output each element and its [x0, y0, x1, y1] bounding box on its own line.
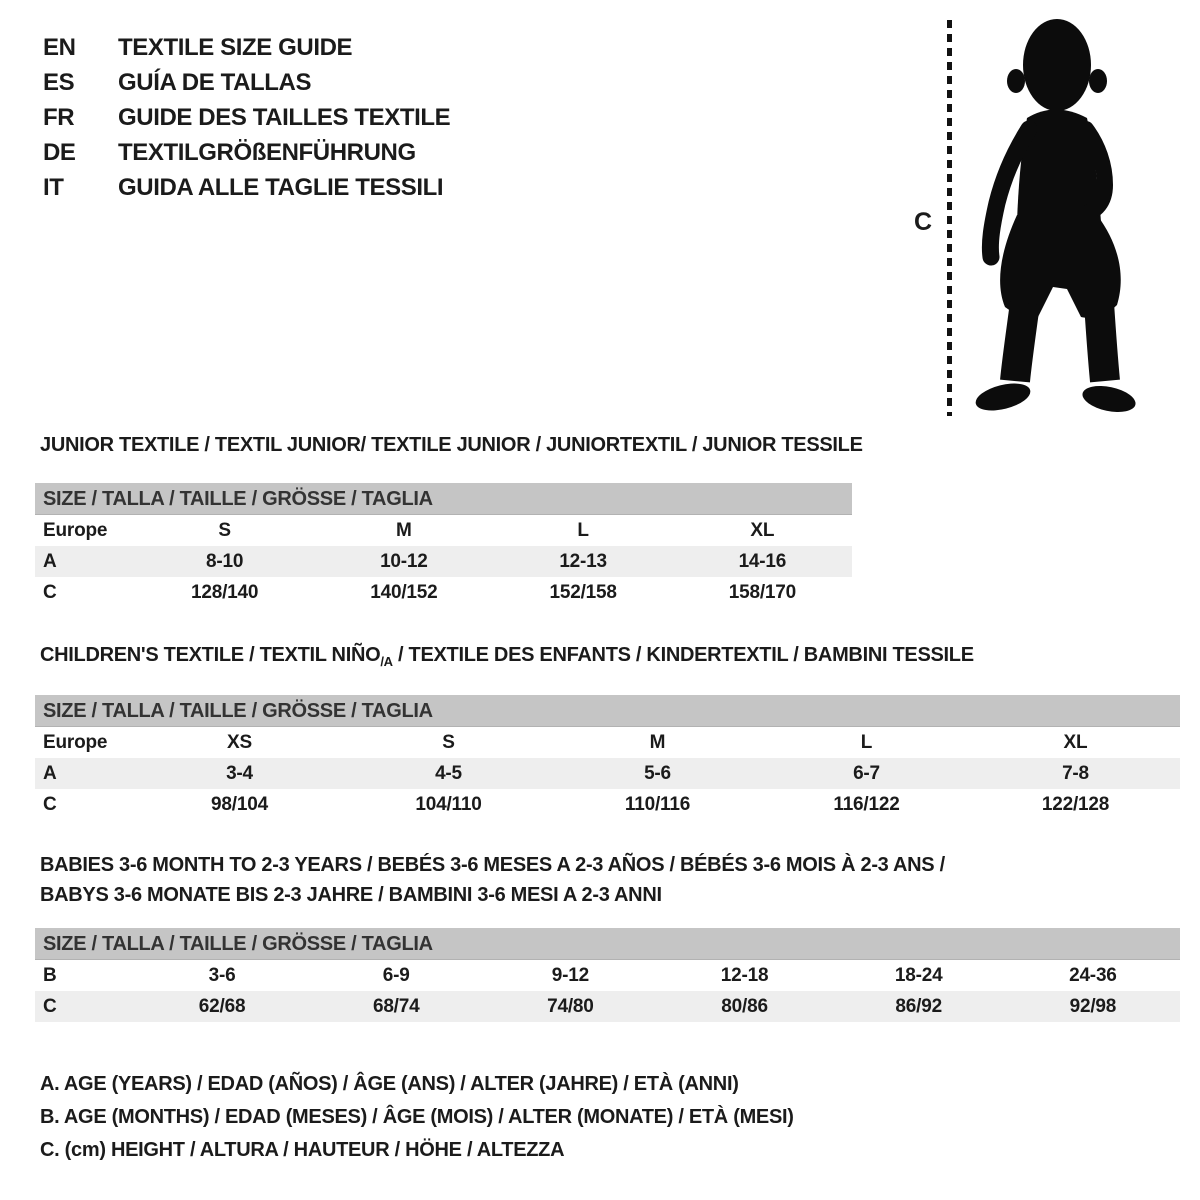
cell-value: 24-36: [1069, 964, 1117, 986]
section-title: [35, 640, 1180, 677]
cell-value: 8-10: [135, 546, 314, 577]
cell-value: 6-9: [382, 964, 410, 986]
table-row: [35, 515, 852, 546]
table-row: [35, 546, 852, 577]
cell-value: M: [649, 731, 666, 753]
section-children: [35, 640, 1180, 820]
section-babies: [35, 850, 1180, 1022]
language-row: [43, 30, 450, 65]
language-label: TEXTILE SIZE GUIDE: [118, 34, 353, 61]
language-row: [43, 135, 450, 170]
cell-value: 3-4: [135, 758, 344, 789]
cell-value: 80/86: [657, 991, 831, 1022]
toddler-silhouette-icon: [975, 15, 1150, 417]
legend-line: A. AGE (YEARS) / EDAD (AÑOS) / ÂGE (ANS) / ALTER (JAHRE) / ETÀ (ANNI): [40, 1073, 739, 1095]
section-title-text: / TEXTILE DES ENFANTS / KINDERTEXTIL / BAMBINI TESSILE: [392, 644, 974, 666]
row-label: A: [35, 546, 135, 577]
cell-value: XL: [1063, 731, 1088, 753]
size-header-bar: SIZE / TALLA / TAILLE / GRÖSSE / TAGLIA: [35, 695, 1180, 727]
section-title-text: BABIES 3-6 MONTH TO 2-3 YEARS / BEBÉS 3-6 MESES A 2-3 AÑOS / BÉBÉS 3-6 MOIS À 2-3 ANS /: [40, 854, 945, 876]
table-row: [35, 991, 1180, 1022]
cell-value: 116/122: [833, 793, 900, 815]
size-table: [35, 515, 852, 608]
cell-value: 12-18: [720, 964, 769, 986]
size-header-bar: SIZE / TALLA / TAILLE / GRÖSSE / TAGLIA: [35, 928, 1180, 960]
cell-value: 140/152: [370, 581, 438, 603]
size-table: [35, 727, 1180, 820]
height-measure-line: [947, 20, 952, 416]
row-label: C: [43, 581, 57, 603]
language-row: [43, 170, 450, 205]
cell-value: 5-6: [553, 758, 762, 789]
table-row: [35, 960, 1180, 991]
cell-value: L: [860, 731, 873, 753]
section-title-group: [35, 850, 1180, 910]
cell-value: 98/104: [211, 793, 268, 815]
legend: [40, 1068, 794, 1167]
cell-value: 9-12: [551, 964, 589, 986]
row-label: B: [43, 964, 57, 986]
size-table-body: [35, 515, 852, 608]
cell-value: 3-6: [208, 964, 236, 986]
language-code: EN: [43, 34, 76, 61]
cell-value: S: [218, 519, 231, 541]
cell-value: 128/140: [190, 581, 259, 603]
row-label: Europe: [43, 731, 108, 753]
measure-label-c: C: [914, 208, 933, 236]
legend-line: B. AGE (MONTHS) / EDAD (MESES) / ÂGE (MOIS) / ALTER (MONATE) / ETÀ (MESI): [40, 1106, 794, 1128]
size-header-bar: SIZE / TALLA / TAILLE / GRÖSSE / TAGLIA: [35, 483, 852, 515]
section-title: [35, 880, 1180, 910]
cell-value: 92/98: [1006, 991, 1180, 1022]
cell-value: 12-13: [494, 546, 673, 577]
cell-value: 4-5: [344, 758, 553, 789]
language-list: [43, 30, 450, 205]
language-code: IT: [43, 174, 64, 201]
language-code: DE: [43, 139, 76, 166]
cell-value: 68/74: [309, 991, 483, 1022]
cell-value: 86/92: [832, 991, 1006, 1022]
cell-value: 10-12: [314, 546, 493, 577]
section-title-text: JUNIOR TEXTILE / TEXTIL JUNIOR/ TEXTILE JUNIOR / JUNIORTEXTIL / JUNIOR TESSILE: [40, 434, 863, 456]
table-row: [35, 758, 1180, 789]
cell-value: XL: [750, 519, 775, 541]
cell-value: 14-16: [673, 546, 852, 577]
row-label: C: [43, 793, 57, 815]
cell-value: M: [396, 519, 412, 541]
cell-value: 74/80: [483, 991, 657, 1022]
section-title: [35, 430, 863, 460]
cell-value: L: [577, 519, 589, 541]
cell-value: 6-7: [762, 758, 971, 789]
row-label: Europe: [43, 519, 108, 541]
language-row: [43, 100, 450, 135]
section-title-text: /A: [380, 654, 393, 669]
language-code: FR: [43, 104, 75, 131]
language-label: GUÍA DE TALLAS: [118, 69, 312, 96]
cell-value: 7-8: [971, 758, 1180, 789]
cell-value: 122/128: [1041, 793, 1110, 815]
section-title-group: [35, 430, 863, 460]
size-table-body: [35, 960, 1180, 1022]
language-label: GUIDA ALLE TAGLIE TESSILI: [118, 174, 444, 201]
cell-value: 110/116: [624, 793, 691, 815]
cell-value: 152/158: [549, 581, 617, 603]
table-row: [35, 577, 852, 608]
section-title-text: BABYS 3-6 MONATE BIS 2-3 JAHRE / BAMBINI 3-6 MESI A 2-3 ANNI: [40, 884, 662, 906]
row-label: A: [35, 758, 135, 789]
cell-value: 158/170: [728, 581, 797, 603]
section-title: [35, 850, 1180, 880]
section-junior: [35, 430, 863, 608]
language-code: ES: [43, 69, 75, 96]
size-table-body: [35, 727, 1180, 820]
language-row: [43, 65, 450, 100]
cell-value: 104/110: [415, 793, 482, 815]
language-label: TEXTILGRÖßENFÜHRUNG: [118, 139, 416, 166]
cell-value: S: [442, 731, 455, 753]
cell-value: 18-24: [894, 964, 943, 986]
section-title-group: [35, 640, 1180, 677]
figure-area: [900, 0, 1200, 440]
cell-value: XS: [227, 731, 252, 753]
cell-value: 62/68: [135, 991, 309, 1022]
size-table: [35, 960, 1180, 1022]
row-label: C: [35, 991, 135, 1022]
legend-line: C. (cm) HEIGHT / ALTURA / HAUTEUR / HÖHE / ALTEZZA: [40, 1139, 565, 1161]
section-title-text: CHILDREN'S TEXTILE / TEXTIL NIÑO: [40, 644, 381, 666]
language-label: GUIDE DES TAILLES TEXTILE: [118, 104, 451, 131]
table-row: [35, 727, 1180, 758]
table-row: [35, 789, 1180, 820]
